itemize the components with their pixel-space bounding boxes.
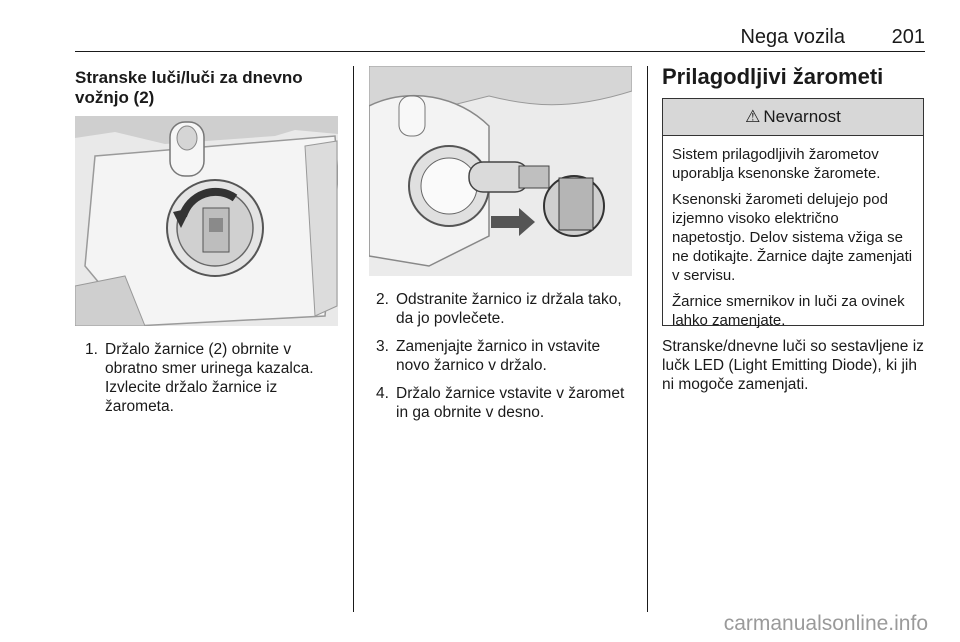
warning-paragraph: Sistem prilagodljivih žarometov uporablja ksenonske žaromete. [672, 146, 881, 182]
warning-body [663, 136, 923, 330]
column-divider [353, 66, 354, 612]
right-heading: Prilagodljivi žarometi [662, 64, 884, 89]
left-steps [85, 340, 337, 425]
column-divider [647, 66, 648, 612]
bulb-removal-illustration [369, 66, 632, 276]
body-paragraph: Stranske/dnevne luči so sestavljene iz lučk LED (Light Emitting Diode), ki jih ni mogoče zamenjati. [662, 338, 924, 393]
list-item: 1. Držalo žarnice (2) obrnite v obratno smer urinega kazalca. Izvlecite držalo žarnice iz žarometa. [85, 341, 314, 415]
list-item: 2. Odstranite žarnico iz držala tako, da jo povlečete. [376, 291, 622, 327]
list-item: 3. Zamenjajte žarnico in vstavite novo žarnico v držalo. [376, 338, 601, 374]
section-title: Nega vozila [740, 26, 845, 48]
bulb-holder-illustration [75, 116, 338, 326]
left-heading: Stranske luči/luči za dnevno vožnjo (2) [75, 68, 303, 107]
list-item: 4. Držalo žarnice vstavite v žaromet in ga obrnite v desno. [376, 385, 625, 421]
page-number: 201 [891, 26, 925, 48]
warning-paragraph: Žarnice smernikov in luči za ovinek lahko zamenjate. [672, 293, 905, 329]
warning-title: ⚠ Nevarnost [663, 99, 923, 136]
warning-paragraph: Ksenonski žarometi delujejo pod izjemno visoko električno napetostjo. Delov sistema vžiga se ne dotikajte. Žarnice dajte zamenjati v servisu. [672, 191, 913, 284]
middle-steps [376, 290, 638, 431]
header-rule [75, 51, 925, 52]
page-header [75, 26, 925, 54]
warning-triangle-icon: ⚠ [745, 107, 761, 126]
watermark: carmanualsonline.info [723, 612, 928, 635]
warning-box [662, 98, 924, 329]
